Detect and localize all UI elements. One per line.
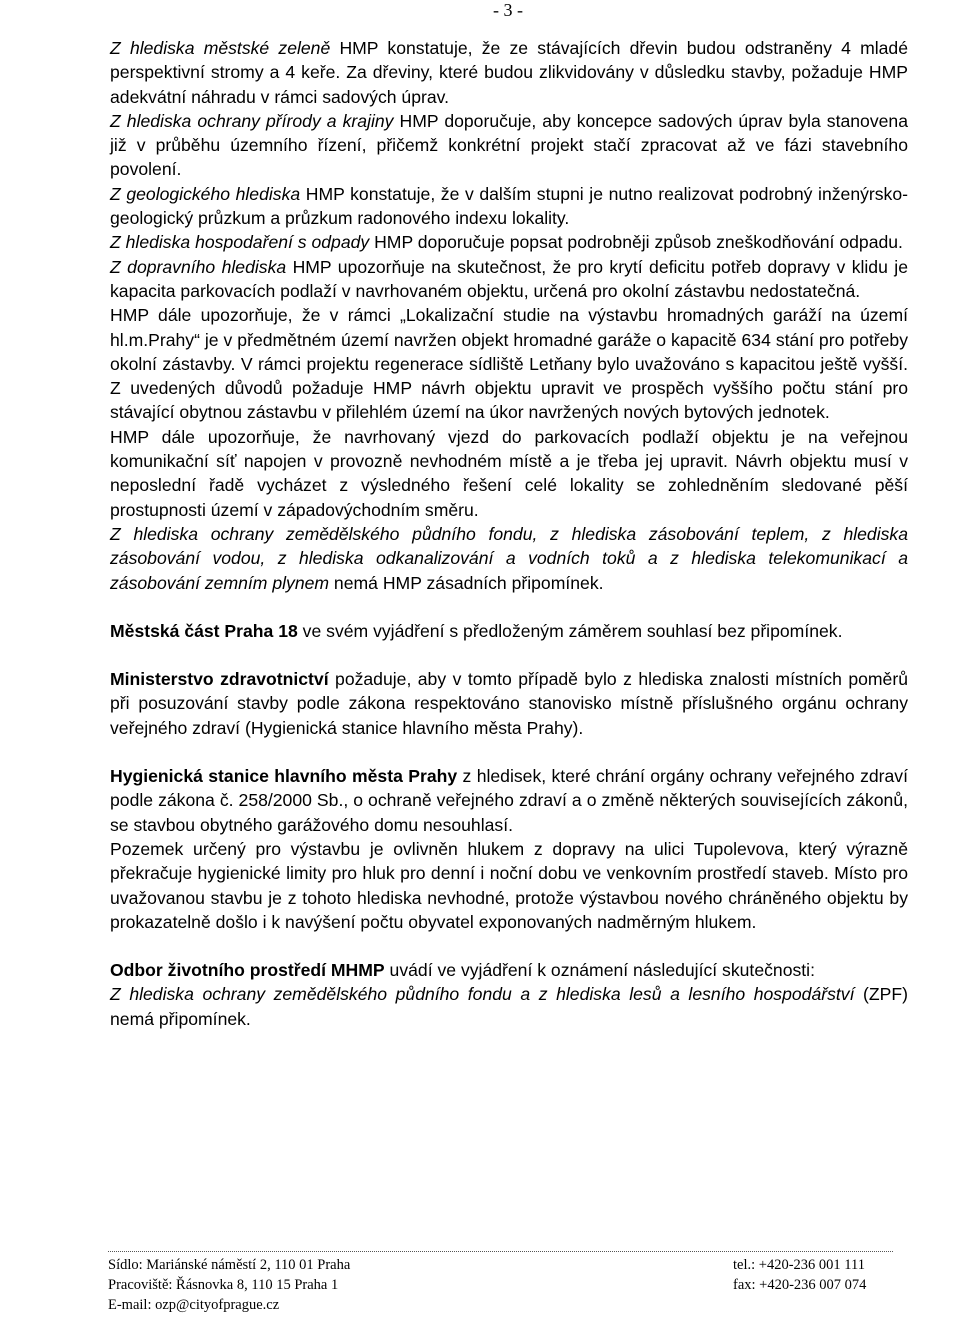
paragraph-text: uvádí ve vyjádření k oznámení následující skutečnosti: <box>384 960 815 981</box>
paragraph-text: HMP doporučuje popsat podrobněji způsob zneškodňování odpadu. <box>369 232 903 253</box>
paragraph-text: HMP doporučuje, aby koncepce sadových úprav byla stanovena již v průběhu územního řízení, přičemž konkrétní projekt stačí zpracovat až ve fázi stavebního povolení. <box>110 110 908 180</box>
paragraph-text: požaduje, aby v tomto případě bylo z hlediska znalosti místních poměrů při posuzování stavby podle zákona respektováno stanovisko místně příslušného orgánu ochrany veřejného zdraví (Hygienická stanice hlavního města Prahy). <box>110 669 908 738</box>
italic-heading: Z dopravního hlediska <box>110 256 287 277</box>
paragraph <box>110 36 908 109</box>
paragraph <box>110 667 908 740</box>
footer-phone: tel.: +420-236 001 111 <box>733 1257 865 1273</box>
paragraph <box>110 619 908 643</box>
paragraph-text: Pozemek určený pro výstavbu je ovlivněn hlukem z dopravy na ulici Tupolevova, který výrazně překračuje hygienické limity pro hluk pro denní i noční dobu ve venkovním prostředí staveb. Místo pro uvažovanou stavbu je z tohoto hlediska nevhodné, protože výstavbou nového chráněného objektu by prokazatelně došlo i k navýšení počtu obyvatel exponovaných nadměrným hlukem. <box>110 838 908 932</box>
paragraph-text: HMP dále upozorňuje, že v rámci „Lokalizační studie na výstavbu hromadných garáží na území hl.m.Prahy“ je v předmětném území navržen objekt hromadné garáže o kapacitě 634 stání pro potřeby okolní zástavby. V rámci projektu regenerace sídliště Letňany bylo uvažováno s kapacitou ještě vyšší. Z uvedených důvodů požaduje HMP návrh objektu upravit ve prospěch vyššího počtu stání pro stávající obytnou zástavbu v přilehlém území na úkor navržených nových bytových jednotek. <box>110 305 908 423</box>
bold-heading: Městská část Praha 18 <box>110 620 298 641</box>
bold-heading: Hygienická stanice hlavního města Prahy <box>110 766 458 787</box>
italic-heading: Z hlediska městské zeleně <box>110 38 331 58</box>
paragraph <box>110 230 908 254</box>
paragraph-text: ve svém vyjádření s předloženým záměrem souhlasí bez připomínek. <box>297 620 843 641</box>
paragraph <box>110 522 908 595</box>
footer-divider <box>108 1251 893 1252</box>
paragraph <box>110 764 908 837</box>
italic-heading: Z hlediska ochrany zemědělského půdního fondu, z hlediska zásobování teplem, z hlediska zásobování vodou, z hlediska odkanalizování a vodních toků a z hlediska telekomunikací a zásobování zemním plynem <box>110 523 908 593</box>
footer-fax: fax: +420-236 007 074 <box>733 1277 867 1293</box>
italic-heading: Z hlediska hospodaření s odpady <box>110 232 370 253</box>
footer-address: Sídlo: Mariánské náměstí 2, 110 01 Praha <box>108 1257 351 1273</box>
bold-heading: Odbor životního prostředí MHMP <box>110 960 385 981</box>
footer-row-2 <box>108 1275 893 1295</box>
paragraph <box>110 425 908 522</box>
paragraph-text: HMP dále upozorňuje, že navrhovaný vjezd do parkovacích podlaží objektu je na veřejnou komunikační síť napojen v provozně nevhodném místě a je třeba jej upravit. Návrh objektu musí v neposlední řadě vycházet z výsledného řešení celé lokality se zohledněním sledované pěší prostupnosti území v západovýchodním směru. <box>110 426 908 520</box>
italic-heading: Z hlediska ochrany přírody a krajiny <box>110 110 394 131</box>
footer-row-1 <box>108 1255 893 1275</box>
paragraph-text: (ZPF) nemá připomínek. <box>110 984 909 1029</box>
paragraph <box>110 182 908 231</box>
paragraph <box>110 837 908 934</box>
footer <box>108 1255 893 1315</box>
document-body <box>110 36 908 1031</box>
footer-row-3 <box>108 1295 893 1315</box>
bold-heading: Ministerstvo zdravotnictví <box>110 669 329 690</box>
paragraph-text: HMP konstatuje, že v dalším stupni je nutno realizovat podrobný inženýrsko-geologický průzkum a průzkum radonového indexu lokality. <box>110 183 909 229</box>
paragraph-text: nemá HMP zásadních připomínek. <box>329 572 604 593</box>
footer-workplace: Pracoviště: Řásnovka 8, 110 15 Praha 1 <box>108 1277 339 1293</box>
italic-heading: Z hlediska ochrany zemědělského půdního fondu a z hlediska lesů a lesního hospodářství <box>110 984 855 1005</box>
paragraph <box>110 303 908 424</box>
paragraph <box>110 109 908 182</box>
footer-email[interactable]: E-mail: ozp@cityofprague.cz <box>108 1297 280 1313</box>
italic-heading: Z geologického hlediska <box>110 183 301 204</box>
page-number: - 3 - <box>493 0 523 20</box>
paragraph <box>110 982 908 1031</box>
paragraph-text: z hledisek, které chrání orgány ochrany veřejného zdraví podle zákona č. 258/2000 Sb., o ochraně veřejného zdraví a o změně některých souvisejících zákonů, se stavbou obytného garážového domu nesouhlasí. <box>110 766 908 835</box>
paragraph <box>110 958 908 982</box>
paragraph-text: HMP konstatuje, že ze stávajících dřevin budou odstraněny 4 mladé perspektivní stromy a 4 keře. Za dřeviny, které budou zlikvidovány v důsledku stavby, požaduje HMP adekvátní náhradu v rámci sadových úprav. <box>110 38 908 107</box>
paragraph <box>110 255 908 304</box>
paragraph-text: HMP upozorňuje na skutečnost, že pro krytí deficitu potřeb dopravy v klidu je kapacita parkovacích podlaží v navrhovaném objektu, určená pro okolní zástavbu nedostatečná. <box>110 256 908 301</box>
